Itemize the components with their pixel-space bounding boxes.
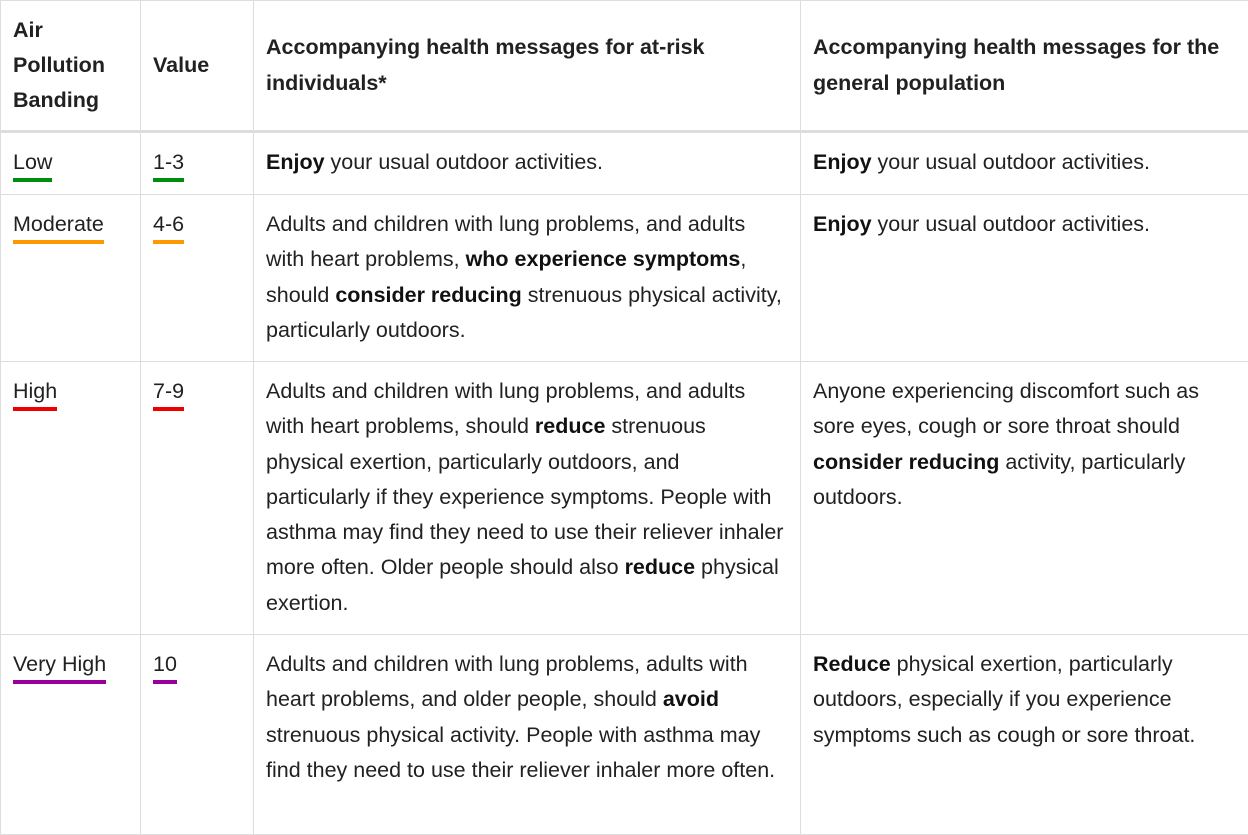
message-emphasis: reduce	[535, 414, 606, 438]
message-text: physical exertion, particularly outdoors, especially if you experience symptoms such as cough or sore throat.	[813, 652, 1195, 747]
band-label[interactable]: High	[13, 378, 57, 411]
table-row	[1, 635, 1248, 835]
message-text: Adults and children with lung problems, adults with heart problems, and older people, should	[266, 652, 748, 711]
value-label[interactable]: 4-6	[153, 211, 184, 244]
band-cell	[1, 635, 141, 835]
message-text: your usual outdoor activities.	[872, 150, 1150, 174]
value-cell	[141, 132, 254, 195]
band-cell	[1, 195, 141, 362]
message-text: strenuous physical activity. People with asthma may find they need to use their reliever inhaler more often.	[266, 723, 775, 782]
value-cell	[141, 362, 254, 635]
value-cell	[141, 635, 254, 835]
value-cell	[141, 195, 254, 362]
general-message	[801, 635, 1248, 835]
table-header-row	[1, 1, 1248, 132]
message-text: your usual outdoor activities.	[872, 212, 1150, 236]
band-cell	[1, 362, 141, 635]
header-at-risk: Accompanying health messages for at-risk individuals*	[254, 1, 801, 132]
message-text: strenuous physical activity, particularly outdoors.	[266, 283, 782, 342]
message-emphasis: reduce	[625, 555, 696, 579]
message-emphasis: consider reducing	[813, 450, 999, 474]
message-text: physical exertion.	[266, 555, 779, 614]
message-text: strenuous physical exertion, particularly outdoors, and particularly if they experience symptoms. People with asthma may find they need to use their reliever inhaler more often. Older people should also	[266, 414, 783, 579]
header-banding: Air Pollution Banding	[1, 1, 141, 132]
table-row	[1, 362, 1248, 635]
message-text: your usual outdoor activities.	[325, 150, 603, 174]
message-emphasis: Enjoy	[813, 150, 872, 174]
at-risk-message	[254, 132, 801, 195]
table-row	[1, 195, 1248, 362]
value-label[interactable]: 7-9	[153, 378, 184, 411]
header-general: Accompanying health messages for the general population	[801, 1, 1248, 132]
message-text: Adults and children with lung problems, and adults with heart problems, should	[266, 379, 745, 438]
message-text: Anyone experiencing discomfort such as sore eyes, cough or sore throat should	[813, 379, 1199, 438]
general-message	[801, 195, 1248, 362]
header-value: Value	[141, 1, 254, 132]
message-emphasis: consider reducing	[335, 283, 521, 307]
at-risk-message	[254, 362, 801, 635]
message-emphasis: Reduce	[813, 652, 891, 676]
value-label[interactable]: 10	[153, 651, 177, 684]
message-emphasis: Enjoy	[813, 212, 872, 236]
band-cell	[1, 132, 141, 195]
message-emphasis: avoid	[663, 687, 719, 711]
value-label[interactable]: 1-3	[153, 149, 184, 182]
message-emphasis: who experience symptoms	[466, 247, 741, 271]
at-risk-message	[254, 195, 801, 362]
message-emphasis: Enjoy	[266, 150, 325, 174]
band-label[interactable]: Very High	[13, 651, 106, 684]
table-row	[1, 132, 1248, 195]
at-risk-message	[254, 635, 801, 835]
band-label[interactable]: Moderate	[13, 211, 104, 244]
general-message	[801, 132, 1248, 195]
message-text: , should	[266, 247, 746, 306]
message-text: activity, particularly outdoors.	[813, 450, 1185, 509]
general-message	[801, 362, 1248, 635]
band-label[interactable]: Low	[13, 149, 52, 182]
message-text: Adults and children with lung problems, and adults with heart problems,	[266, 212, 745, 271]
